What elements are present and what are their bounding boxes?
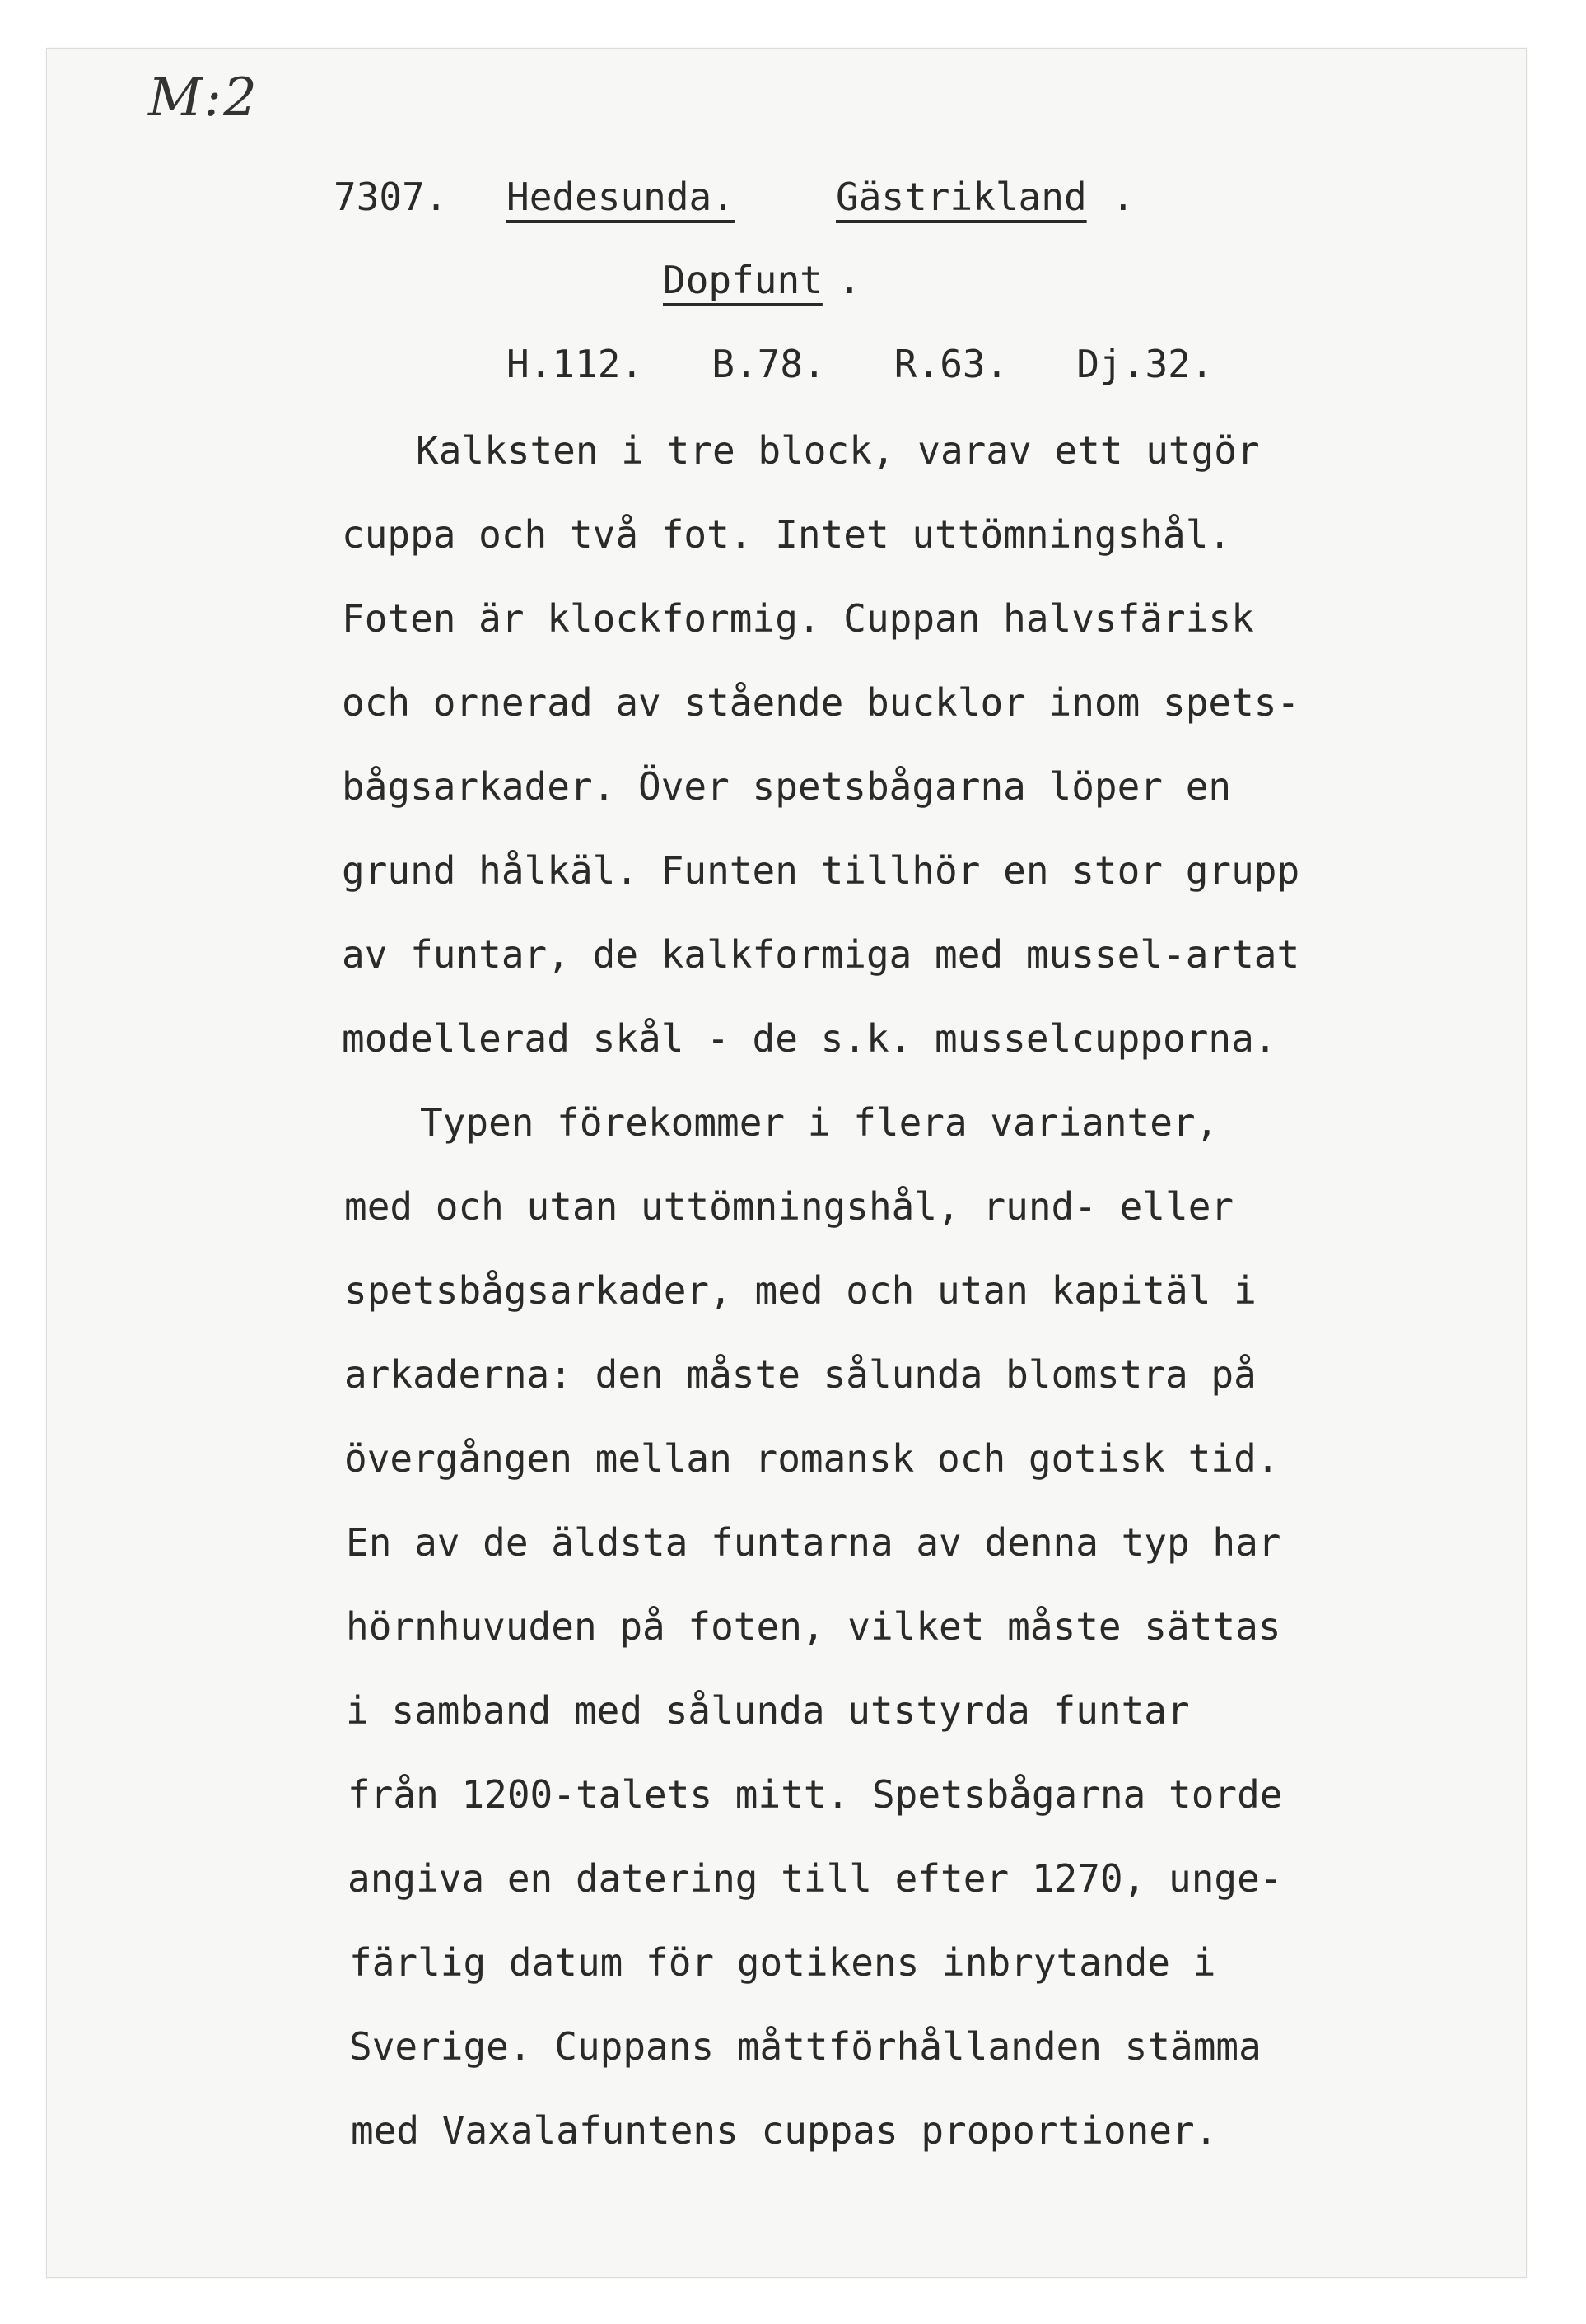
text-line: Sverige. Cuppans måttförhållanden stämma — [349, 2024, 1262, 2069]
text-line: arkaderna: den måste sålunda blomstra på — [344, 1352, 1257, 1397]
place-name: Hedesunda. — [506, 175, 735, 219]
text-line: färlig datum för gotikens inbrytande i — [349, 1940, 1216, 1985]
text-line: angiva en datering till efter 1270, unge- — [348, 1856, 1283, 1901]
text-line: av funtar, de kalkformiga med mussel-artat — [342, 932, 1300, 977]
text-line: med Vaxalafuntens cuppas proportioner. — [351, 2108, 1218, 2153]
text-line: En av de äldsta funtarna av denna typ har — [346, 1520, 1281, 1565]
text-line: Kalksten i tre block, varav ett utgör — [416, 428, 1260, 473]
text-line: i samband med sålunda utstyrda funtar — [346, 1688, 1190, 1733]
catalog-number: 7307. — [334, 175, 448, 219]
object-title-period: . — [838, 258, 861, 302]
object-title: Dopfunt — [663, 258, 823, 302]
text-line: hörnhuvuden på foten, vilket måste sättas — [346, 1604, 1281, 1649]
text-line: spetsbågsarkader, med och utan kapitäl i — [344, 1268, 1257, 1313]
region-name: Gästrikland — [836, 175, 1087, 219]
text-line: grund hålkäl. Funten tillhör en stor grupp — [342, 848, 1300, 893]
text-line: cuppa och två fot. Intet uttömningshål. — [342, 512, 1232, 557]
text-line: från 1200-talets mitt. Spetsbågarna torde — [348, 1772, 1283, 1817]
text-line: modellerad skål - de s.k. musselcupporna. — [342, 1016, 1277, 1061]
text-line: Typen förekommer i flera varianter, — [420, 1100, 1219, 1145]
heading-period: . — [1112, 175, 1135, 219]
text-line: bågsarkader. Över spetsbågarna löper en — [342, 764, 1232, 809]
margin-note: M:2 — [148, 68, 259, 128]
text-line: övergången mellan romansk och gotisk tid. — [344, 1436, 1280, 1481]
text-line: med och utan uttömningshål, rund- eller — [344, 1184, 1234, 1229]
dimensions: H.112. B.78. R.63. Dj.32. — [506, 342, 1214, 386]
text-line: och ornerad av stående bucklor inom spets- — [342, 680, 1300, 725]
text-line: Foten är klockformig. Cuppan halvsfärisk — [342, 596, 1254, 641]
